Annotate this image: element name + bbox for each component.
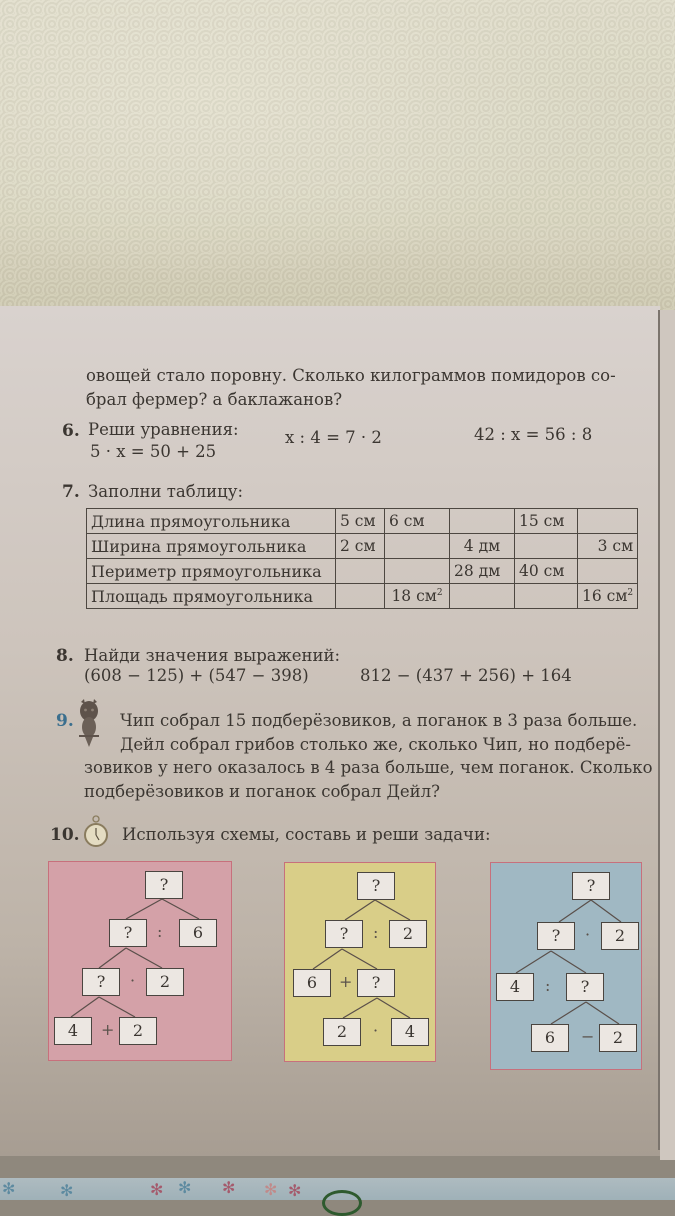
task9-line2: Дейл собрал грибов столько же, сколько Чип, но подберё- [120,735,631,754]
task10-title: Используя схемы, составь и реши задачи: [122,825,491,844]
operator: + [339,972,353,991]
cell-value: 18 см [391,587,437,605]
task10-number: 10. [50,825,80,845]
scheme-box: 4 [496,973,534,1001]
table-cell [336,584,385,609]
task7-number: 7. [62,482,80,502]
task9-line4: подберёзовиков и поганок собрал Дейл? [84,782,440,801]
scheme-box-root: ? [357,872,395,900]
scheme-box: 2 [119,1017,157,1045]
snowflake-icon: ✻ [222,1178,236,1197]
task7-title: Заполни таблицу: [88,482,244,501]
table-cell [336,559,385,584]
fabric-background [0,0,675,310]
table-cell: 5 см [336,509,385,534]
table-cell: 28 дм [450,559,515,584]
page-edge-line [658,310,660,1150]
scheme-box: 2 [389,920,427,948]
superscript: 2 [627,587,634,598]
table-cell: 3 см [578,534,638,559]
pocket-watch-icon [84,815,108,849]
scheme-pink [48,861,232,1061]
scheme-box: ? [109,919,147,947]
task8-number: 8. [56,646,74,666]
scheme-box: 2 [323,1018,361,1046]
row-label: Ширина прямоугольника [87,534,336,559]
operator: − [581,1027,595,1046]
table-row-length [87,509,638,534]
row-label: Периметр прямоугольника [87,559,336,584]
scheme-box: 6 [179,919,217,947]
table-cell [450,584,515,609]
task6-number: 6. [62,421,80,441]
task8-expression-1: (608 − 125) + (547 − 398) [84,666,309,685]
snowflake-icon: ✻ [60,1181,74,1200]
scheme-box-root: ? [145,871,183,899]
scheme-box: ? [537,922,575,950]
table-row-perimeter [87,559,638,584]
table-cell-area-16 [578,584,638,609]
snowflake-icon: ✻ [288,1181,302,1200]
scheme-box: 2 [599,1024,637,1052]
snowflake-icon: ✻ [178,1178,192,1197]
operator: : [373,923,379,942]
row-label: Длина прямоугольника [87,509,336,534]
task5-line1: овощей стало поровну. Сколько килограммов помидоров со- [86,366,616,385]
operator: · [373,1021,379,1040]
task8-expression-2: 812 − (437 + 256) + 164 [360,666,572,685]
fabric-pattern-strip [0,1178,675,1200]
snowflake-icon: ✻ [264,1180,278,1199]
task9-line1: Чип собрал 15 подберёзовиков, а поганок в 3 раза больше. [120,711,638,730]
table-cell: 4 дм [450,534,515,559]
table-row-width [87,534,638,559]
scheme-box: ? [82,968,120,996]
table-cell: 6 см [385,509,450,534]
scheme-blue [490,862,642,1070]
table-cell [450,509,515,534]
table-cell [578,559,638,584]
scheme-box: 2 [146,968,184,996]
table-cell [578,509,638,534]
rectangle-table [86,508,638,609]
operator: · [585,925,591,944]
scheme-box-root: ? [572,872,610,900]
scheme-box: ? [325,920,363,948]
green-ring [322,1190,362,1216]
task8-title: Найди значения выражений: [84,646,341,665]
scheme-box: 4 [391,1018,429,1046]
operator: : [157,922,163,941]
scheme-box: ? [357,969,395,997]
scheme-box: ? [566,973,604,1001]
owl-icon [78,697,100,749]
task6-equation-3: 42 : x = 56 : 8 [474,425,593,444]
task5-line2: брал фермер? а баклажанов? [86,390,343,409]
operator: · [130,971,136,990]
table-row-area [87,584,638,609]
snowflake-icon: ✻ [150,1180,164,1199]
table-cell [515,584,578,609]
next-page-edge [660,310,675,1160]
table-cell-area-18 [385,584,450,609]
operator: : [545,976,551,995]
scheme-box: 6 [293,969,331,997]
scheme-yellow [284,862,436,1062]
task6-equation-1: 5 · x = 50 + 25 [90,442,217,461]
row-label: Площадь прямоугольника [87,584,336,609]
table-cell [385,559,450,584]
snowflake-icon: ✻ [2,1179,16,1198]
superscript: 2 [436,587,443,598]
operator: + [101,1020,115,1039]
table-cell [385,534,450,559]
table-cell: 40 см [515,559,578,584]
scheme-box: 4 [54,1017,92,1045]
scheme-box: 6 [531,1024,569,1052]
task9-line3: зовиков у него оказалось в 4 раза больше, чем поганок. Сколько [84,758,653,777]
task9-number: 9. [56,711,74,731]
task6-equation-2: x : 4 = 7 · 2 [285,428,382,447]
table-cell: 2 см [336,534,385,559]
table-cell: 15 см [515,509,578,534]
table-cell [515,534,578,559]
cell-value: 16 см [582,587,628,605]
task6-title: Реши уравнения: [88,420,239,439]
scheme-box: 2 [601,922,639,950]
